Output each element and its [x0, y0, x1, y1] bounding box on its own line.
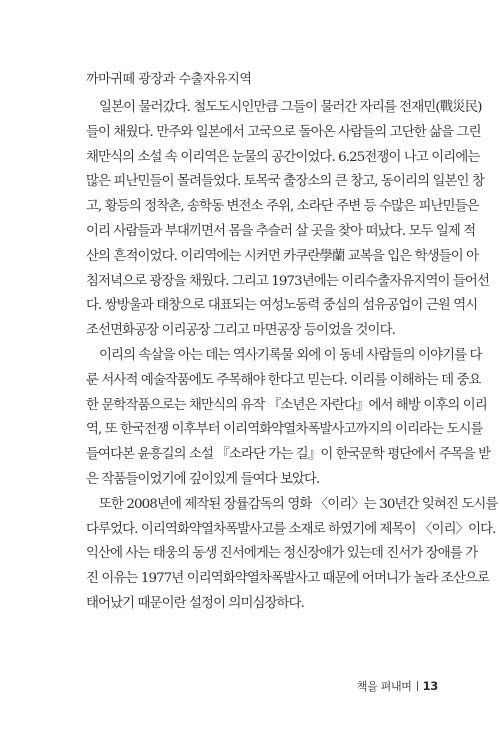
text-line: 진 이유는 1977년 이리역화약열차폭발사고 때문에 어머니가 놀라 조산으로	[86, 571, 489, 587]
text-line: 많은 피난민들이 몰려들었다. 토목국 출장소의 큰 창고, 동이리의 일본인 창	[86, 174, 484, 190]
text-line: 익산에 사는 태웅의 동생 진서에게는 정신장애가 있는데 진서가 장애를 가	[86, 546, 478, 562]
text-line: 침저녁으로 광장을 채웠다. 그리고 1973년에는 이리수출자유지역이 들어선	[86, 273, 489, 289]
text-line: 태어났기 때문이란 설정이 의미심장하다.	[86, 595, 305, 611]
body-text	[86, 96, 498, 617]
page-footer	[357, 678, 438, 694]
text-line: 채만식의 소설 속 이리역은 눈물의 공간이었다. 6.25전쟁이 나고 이리에는	[86, 149, 480, 165]
section-heading: 까마귀떼 광장과 수출자유지역	[86, 72, 252, 87]
text-line: 들여다본 윤흥길의 소설 『소라단 가는 길』이 한국문학 평단에서 주목을 받	[86, 447, 491, 463]
text-line: 역, 또 한국전쟁 이후부터 이리역화약열차폭발사고까지의 이리라는 도시를	[86, 422, 483, 438]
text-line: 이리 사람들과 부대끼면서 몸을 추슬러 살 곳을 찾아 떠났다. 모두 일제 적	[86, 223, 476, 239]
text-line: 일본이 물러갔다. 철도도시인만큼 그들이 물러간 자리를 전재민(戰災民)	[99, 100, 482, 115]
text-line: 은 작품들이었기에 깊이있게 들여다 보았다.	[86, 471, 320, 487]
text-line: 또한 2008년에 제작된 장률감독의 영화 〈이리〉는 30년간 잊혀진 도시를	[99, 496, 498, 512]
footer-divider	[417, 681, 418, 691]
text-line: 다. 쌍방울과 태창으로 대표되는 여성노동력 중심의 섬유공업이 근원 역시	[86, 298, 478, 314]
running-title: 책을 펴내며	[356, 680, 412, 693]
text-line: 산의 흔적이었다. 이리역에는 시커먼 카쿠란學蘭 교복을 입은 학생들이 아	[86, 248, 479, 264]
text-line: 고, 황등의 정착촌, 송학동 변전소 주위, 소라단 주변 등 수많은 피난민들은	[86, 199, 479, 215]
page-number: 13	[422, 679, 438, 693]
text-line: 한 문학작품으로는 채만식의 유작 『소년은 자란다』에서 해방 이후의 이리	[86, 397, 487, 413]
text-line: 룬 서사적 예술작품에도 주목해야 한다고 믿는다. 이리를 이해하는 데 중요	[86, 372, 481, 388]
text-line: 이리의 속살을 아는 데는 역사기록물 외에 이 동네 사람들의 이야기를 다	[99, 347, 482, 363]
text-line: 다루었다. 이리역화약열차폭발사고를 소재로 하였기에 제목이 〈이리〉이다.	[86, 521, 496, 537]
text-line: 들이 채웠다. 만주와 일본에서 고국으로 돌아온 사람들의 고단한 삶을 그린	[86, 124, 481, 140]
text-line: 조선면화공장 이리공장 그리고 마면공장 등이었을 것이다.	[86, 323, 395, 339]
